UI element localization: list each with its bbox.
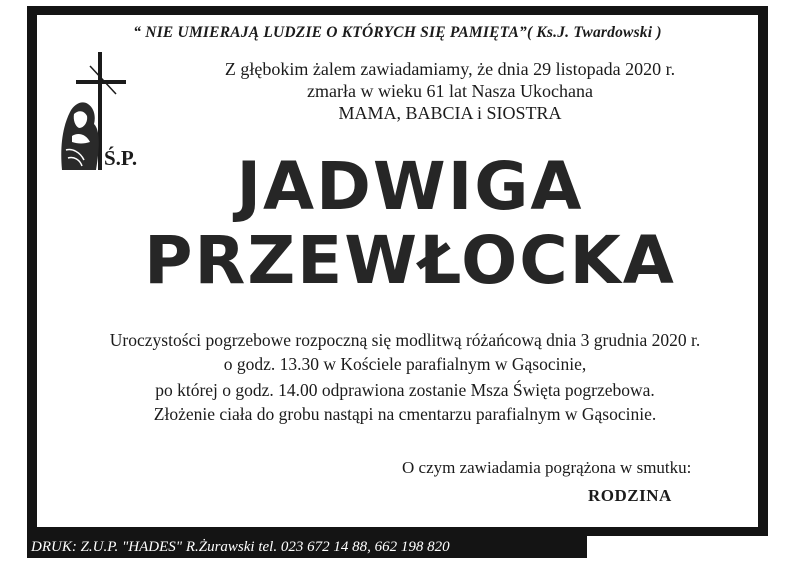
deceased-first-name: JADWIGA xyxy=(236,148,584,225)
ceremony-line-2: o godz. 13.30 w Kościele parafialnym w Gąsocinie, xyxy=(223,354,587,374)
ceremony-line-4: Złożenie ciała do grobu nastąpi na cmentarzu parafialnym w Gąsocinie. xyxy=(153,404,657,424)
deceased-last-name: PRZEWŁOCKA xyxy=(144,222,676,299)
intro-line-1: Z głębokim żalem zawiadamiamy, że dnia 29 listopada 2020 r. xyxy=(224,59,676,79)
mourners-line: O czym zawiadamia pogrążona w smutku: xyxy=(402,458,692,477)
intro-line-2: zmarła w wieku 61 lat Nasza Ukochana xyxy=(307,81,593,101)
ceremony-line-3: po której o godz. 14.00 odprawiona zostanie Msza Święta pogrzebowa. xyxy=(155,380,655,400)
motto-quote: “ NIE UMIERAJĄ LUDZIE O KTÓRYCH SIĘ PAMIĘTA”( Ks.J. Twardowski ) xyxy=(133,24,662,41)
intro-line-3: MAMA, BABCIA i SIOSTRA xyxy=(338,103,562,123)
printer-footer: DRUK: Z.U.P. "HADES" R.Żurawski tel. 023 672 14 88, 662 198 820 xyxy=(27,536,587,558)
ceremony-line-1: Uroczystości pogrzebowe rozpoczną się modlitwą różańcową dnia 3 grudnia 2020 r. xyxy=(109,330,701,350)
sp-abbreviation: Ś.P. xyxy=(104,146,138,170)
family-signature: RODZINA xyxy=(588,486,672,505)
